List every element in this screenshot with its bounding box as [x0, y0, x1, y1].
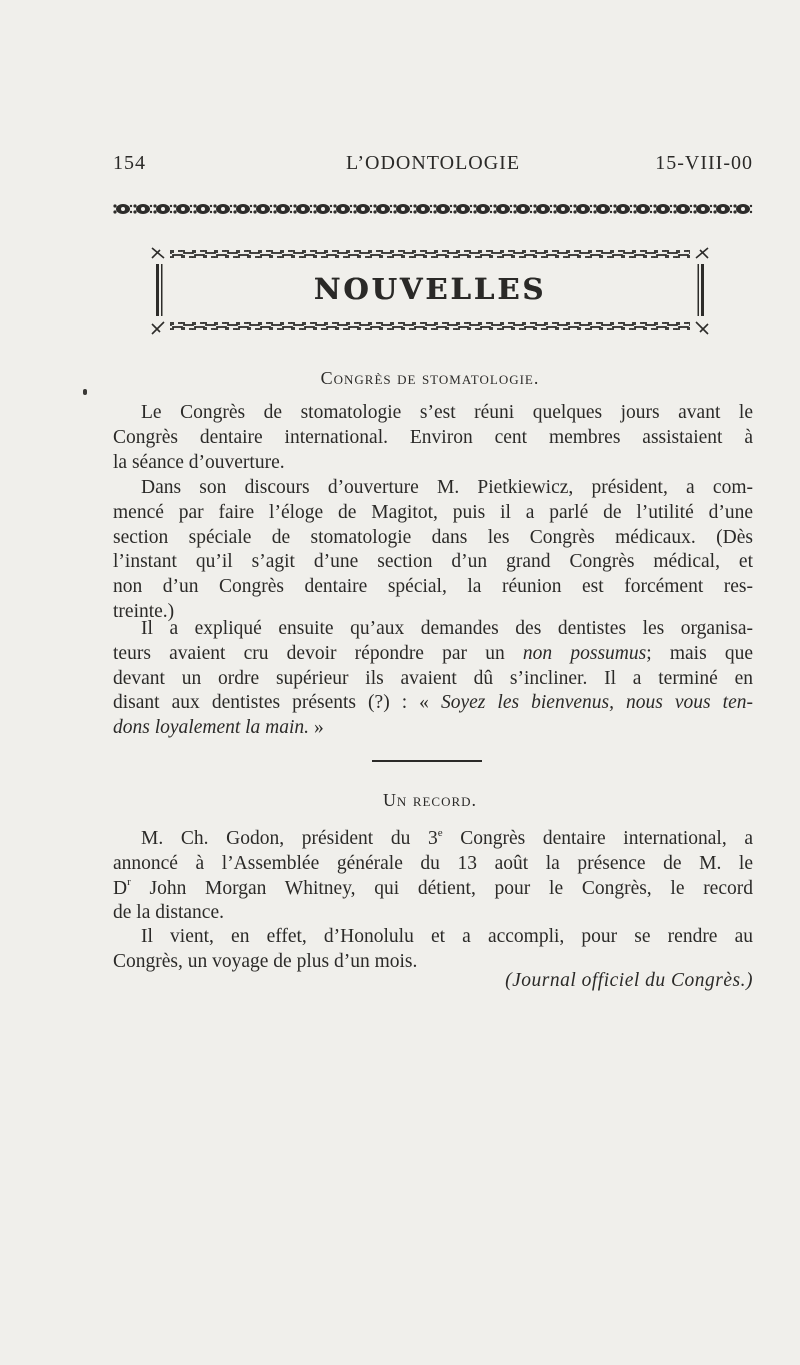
article-heading-stomatologie: Congrès de stomatologie.: [320, 368, 540, 388]
source-citation: (Journal officiel du Congrès.): [505, 970, 753, 991]
page-number: 154: [113, 152, 146, 174]
text-run: »: [309, 717, 324, 739]
text-line: de la distance.: [113, 902, 224, 924]
text-line: annoncé à l’Assemblée générale du 13 août la présence de M. le: [113, 852, 753, 874]
text-line: devant un ordre supérieur ils avaient dû s’incliner. Il a terminé en: [113, 667, 753, 689]
text-line: [113, 691, 753, 716]
section-title: NOUVELLES: [313, 272, 547, 306]
text-run: Congrès dentaire international, a: [442, 828, 753, 849]
text-line: [113, 716, 753, 741]
article-paragraph: [113, 617, 753, 741]
text-line: la séance d’ouverture.: [113, 451, 285, 473]
text-line: Dans son discours d’ouverture M. Pietkiewicz, président, a com-: [141, 477, 753, 498]
text-line: l’instant qu’il s’agit d’une section d’un grand Congrès médical, et: [113, 551, 753, 573]
headpiece-frame: [150, 246, 710, 336]
issue-date: 15-VIII-00: [655, 152, 753, 174]
text-line: [113, 642, 753, 667]
text-run: ; mais que: [646, 642, 753, 664]
text-line: section spéciale de stomatologie dans les Congrès médicaux. (Dès: [113, 526, 753, 548]
text-line: Il a expliqué ensuite qu’aux demandes des dentistes les organisa-: [141, 618, 753, 639]
article-paragraph: [113, 401, 753, 475]
quoted-speech: Soyez les bienvenus, nous vous ten-: [440, 692, 753, 714]
ink-speck: [83, 389, 87, 395]
text-line: [113, 827, 753, 852]
article-paragraph: [113, 476, 753, 625]
text-line: mencé par faire l’éloge de Magitot, puis il a parlé de l’utilité d’une: [113, 501, 753, 523]
article-paragraph: [113, 827, 753, 926]
section-divider: [372, 760, 482, 762]
text-line: Congrès dentaire international. Environ cent membres assistaient à: [113, 426, 753, 448]
text-line: Il vient, en effet, d’Honolulu et a accompli, pour se rendre au: [141, 926, 753, 947]
journal-title: L’ODONTOLOGIE: [345, 152, 521, 174]
article-heading-record: Un record.: [382, 790, 478, 810]
text-line: non d’un Congrès dentaire spécial, la réunion est forcément res-: [113, 576, 753, 598]
ornamental-rule: [113, 200, 753, 218]
text-line: Congrès, un voyage de plus d’un mois.: [113, 950, 418, 972]
text-run: D: [113, 877, 128, 899]
quoted-speech: dons loyalement la main.: [113, 717, 310, 739]
text-line: treinte.): [113, 600, 175, 622]
text-run: disant aux dentistes présents (?) : «: [113, 692, 429, 714]
text-run: John Morgan Whitney, qui détient, pour le Congrès, le record: [130, 877, 753, 899]
article-paragraph: [113, 925, 753, 975]
text-line: [113, 877, 753, 902]
text-run: M. Ch. Godon, président du 3: [141, 828, 438, 849]
latin-phrase: non possumus: [522, 642, 647, 664]
superscript: r: [127, 876, 131, 889]
text-run: teurs avaient cru devoir répondre par un: [113, 642, 505, 664]
text-line: Le Congrès de stomatologie s’est réuni quelques jours avant le: [141, 402, 753, 423]
superscript: e: [437, 826, 443, 839]
running-head: [113, 152, 753, 182]
